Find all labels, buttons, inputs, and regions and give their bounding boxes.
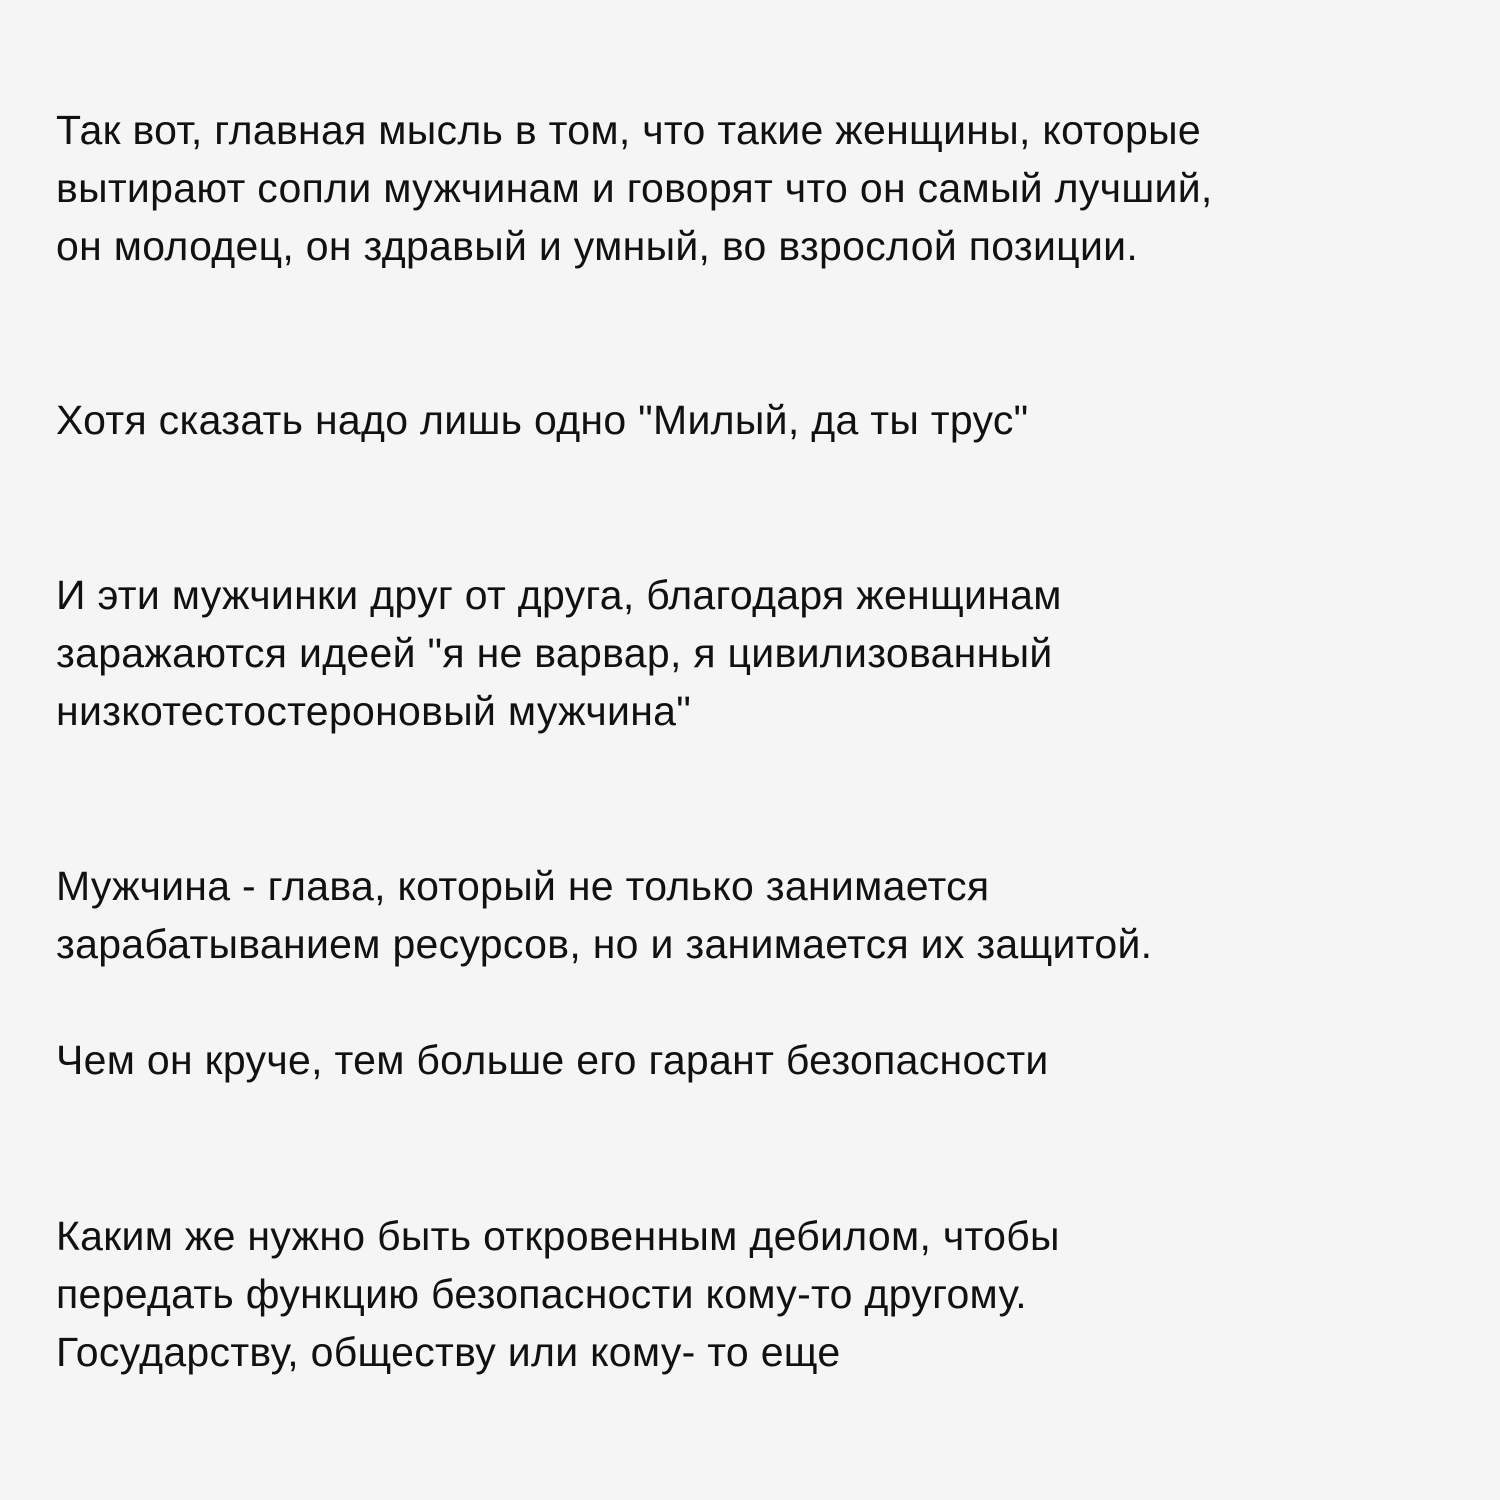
text-line: Мужчина - глава, который не только занимается (56, 863, 990, 909)
paragraph-delegating-security (56, 1207, 1476, 1381)
text-line: Государству, обществу или кому- то еще (56, 1329, 841, 1375)
paragraph-security-guarantee (56, 1031, 1476, 1089)
text-line: Чем он круче, тем больше его гарант безопасности (56, 1037, 1049, 1083)
text-line: он молодец, он здравый и умный, во взрослой позиции. (56, 223, 1139, 269)
paragraph-man-head (56, 857, 1476, 973)
text-line: зарабатыванием ресурсов, но и занимается их защитой. (56, 921, 1153, 967)
paragraph-main-thought (56, 101, 1476, 275)
text-line: вытирают сопли мужчинам и говорят что он самый лучший, (56, 165, 1213, 211)
text-line: заражаются идеей "я не варвар, я цивилизованный (56, 630, 1053, 676)
text-line: И эти мужчинки друг от друга, благодаря женщинам (56, 572, 1062, 618)
text-line: Каким же нужно быть откровенным дебилом, чтобы (56, 1213, 1060, 1259)
paragraph-quote (56, 391, 1476, 449)
text-line: Так вот, главная мысль в том, что такие женщины, которые (56, 107, 1201, 153)
text-line: Хотя сказать надо лишь одно "Милый, да ты трус" (56, 397, 1029, 443)
paragraph-men-infected (56, 566, 1476, 740)
text-line: низкотестостероновый мужчина" (56, 688, 692, 734)
text-line: передать функцию безопасности кому-то другому. (56, 1271, 1027, 1317)
